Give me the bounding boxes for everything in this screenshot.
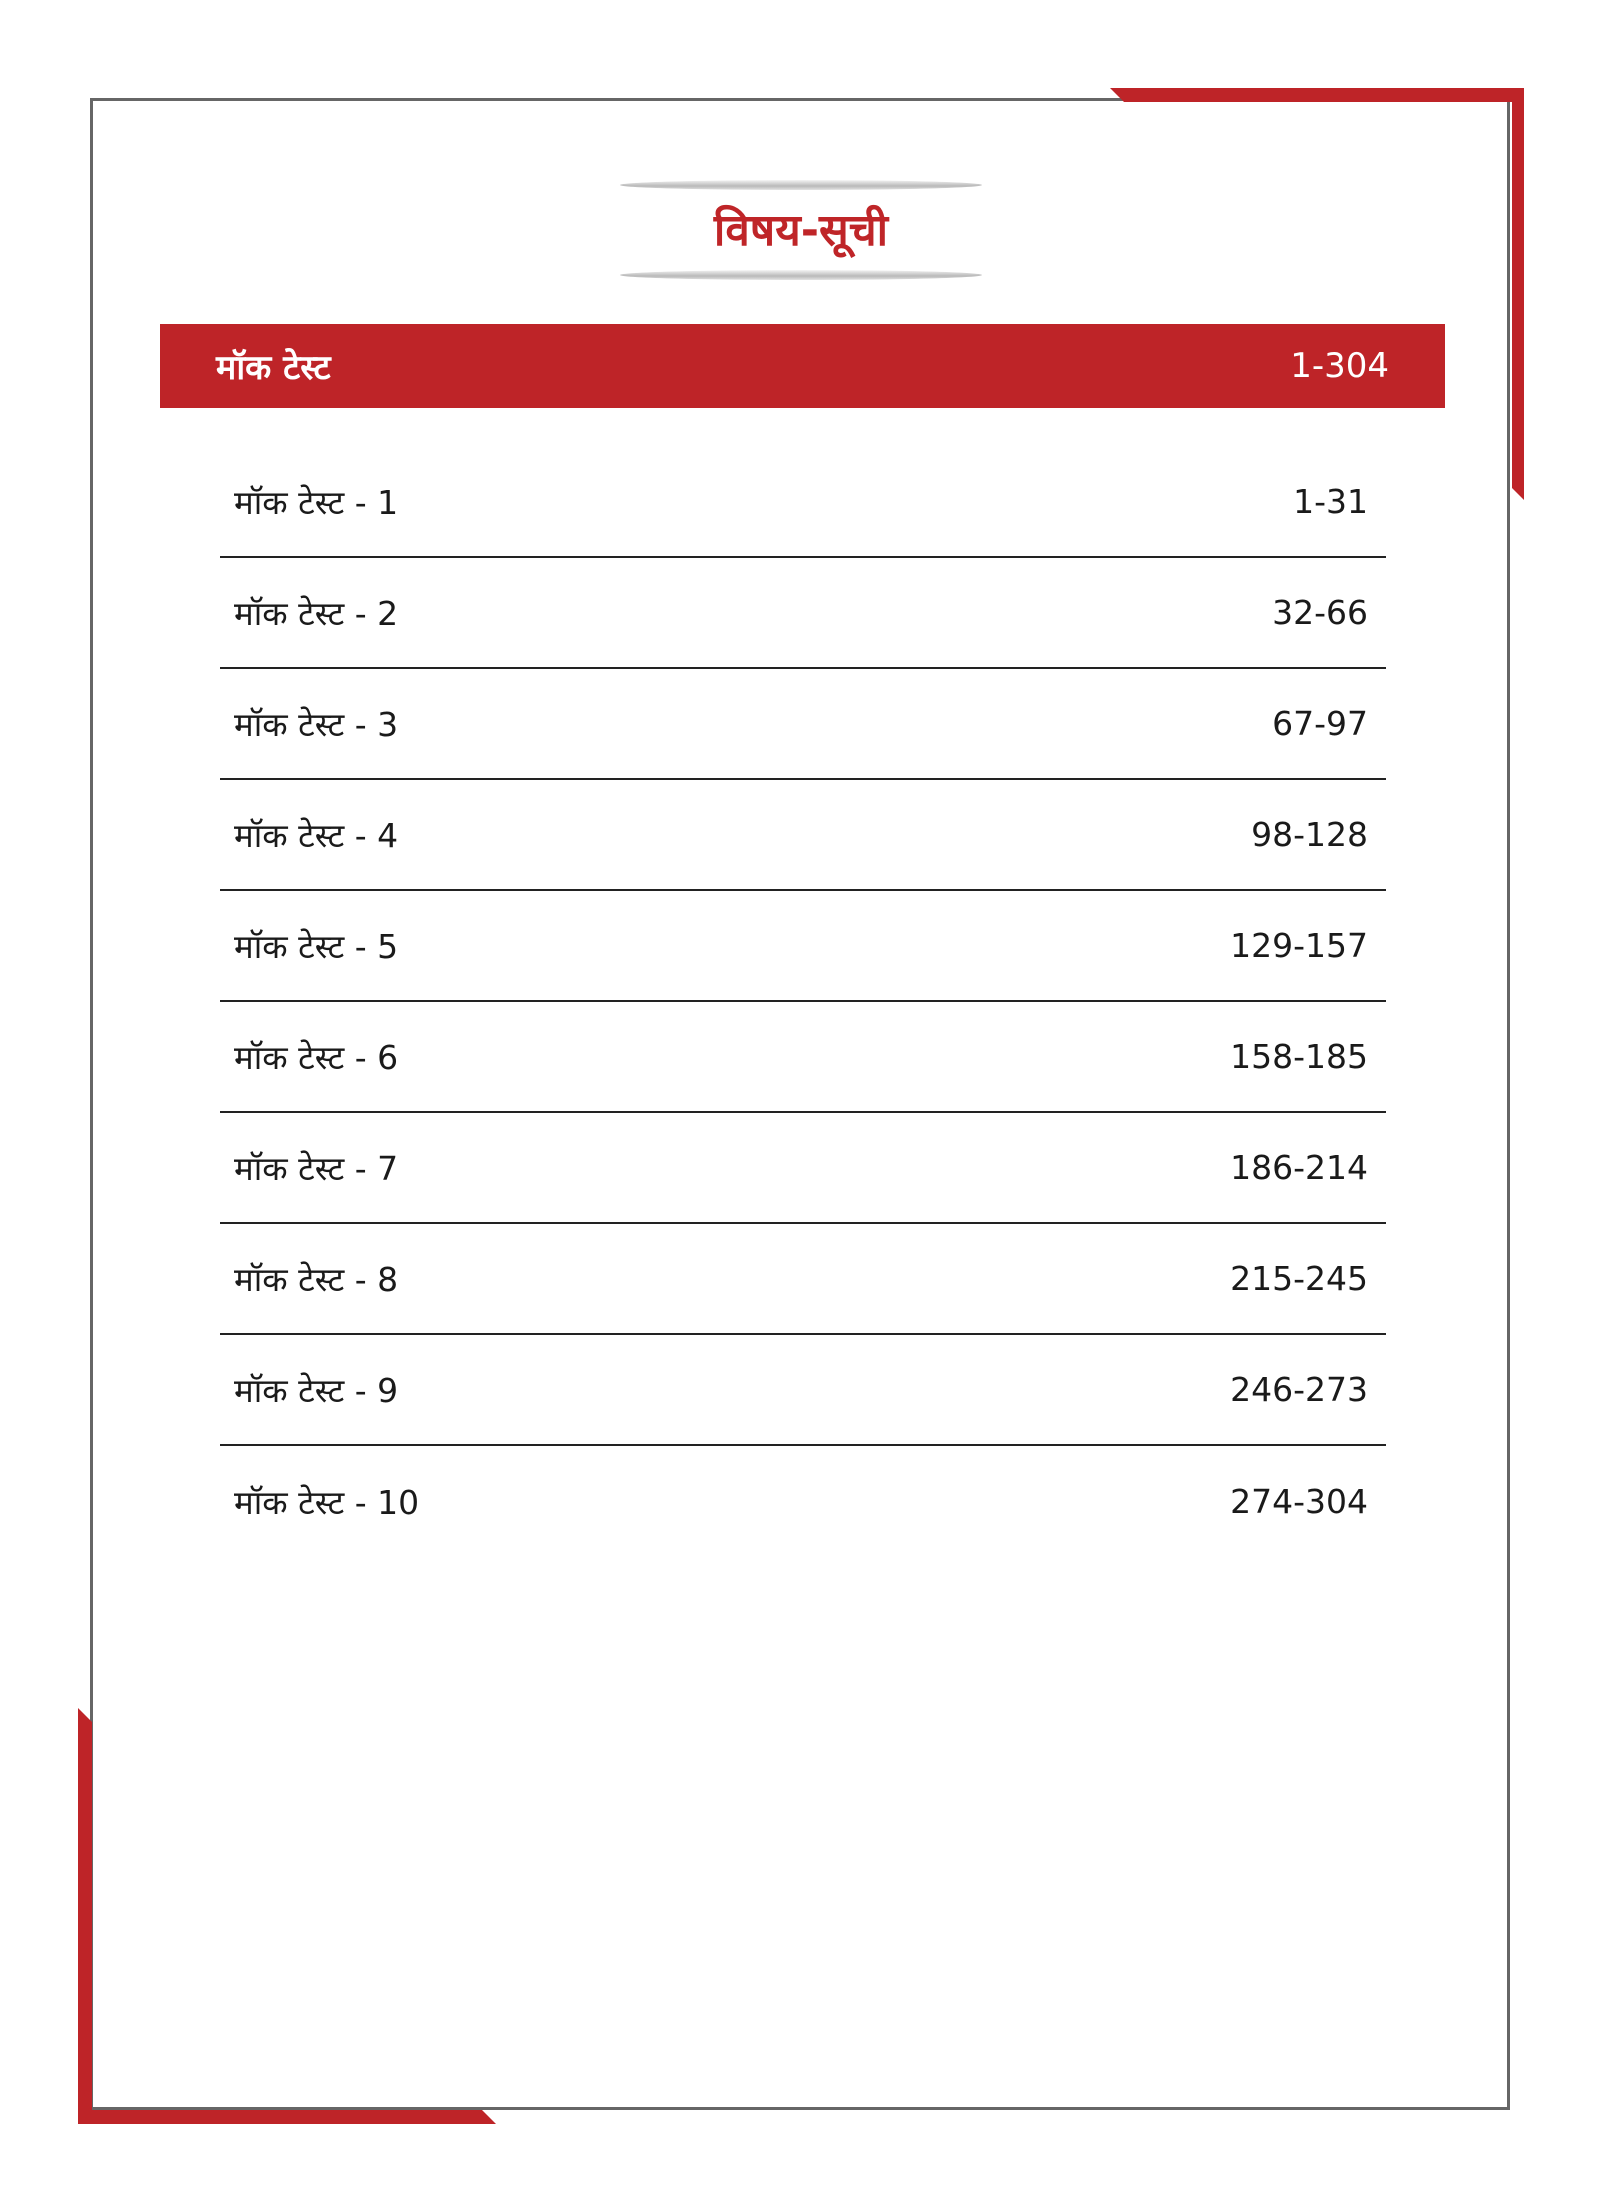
- corner-accent-top-right: [1110, 88, 1524, 500]
- section-title: मॉक टेस्ट: [216, 348, 331, 388]
- toc-entry-label: मॉक टेस्ट - 7: [234, 1149, 399, 1188]
- toc-entry-label: मॉक टेस्ट - 3: [234, 705, 399, 744]
- toc-entry-pages: 186-214: [1230, 1148, 1368, 1187]
- section-header: [160, 324, 1445, 408]
- toc-entry-pages: 1-31: [1293, 482, 1368, 521]
- toc-entry-pages: 32-66: [1272, 593, 1368, 632]
- toc-entry[interactable]: [220, 1335, 1386, 1446]
- toc-entry-pages: 67-97: [1272, 704, 1368, 743]
- toc-entry-label: मॉक टेस्ट - 4: [234, 816, 399, 855]
- toc-entry-label: मॉक टेस्ट - 2: [234, 594, 399, 633]
- toc-entry-label: मॉक टेस्ट - 1: [234, 483, 399, 522]
- toc-entry[interactable]: [220, 558, 1386, 669]
- toc-entry[interactable]: [220, 669, 1386, 780]
- toc-entry[interactable]: [220, 1224, 1386, 1335]
- toc-entry-label: मॉक टेस्ट - 6: [234, 1038, 399, 1077]
- toc-title-badge: [620, 176, 982, 286]
- title-decorative-line-bottom: [620, 270, 982, 280]
- toc-entry-pages: 98-128: [1251, 815, 1368, 854]
- toc-entry-pages: 274-304: [1230, 1482, 1368, 1521]
- toc-entry[interactable]: [220, 780, 1386, 891]
- toc-entry[interactable]: [220, 1002, 1386, 1113]
- toc-entry-label: मॉक टेस्ट - 10: [234, 1483, 420, 1522]
- title-decorative-line-top: [620, 180, 982, 190]
- toc-entry[interactable]: [220, 1113, 1386, 1224]
- toc-entry[interactable]: [220, 447, 1386, 558]
- corner-accent-bottom-left: [78, 1708, 496, 2124]
- section-page-range: 1-304: [1290, 346, 1389, 386]
- toc-entry-pages: 246-273: [1230, 1370, 1368, 1409]
- toc-entry-label: मॉक टेस्ट - 8: [234, 1260, 399, 1299]
- toc-entry-label: मॉक टेस्ट - 9: [234, 1371, 399, 1410]
- toc-list: [220, 447, 1386, 1557]
- toc-entry-pages: 158-185: [1230, 1037, 1368, 1076]
- toc-entry[interactable]: [220, 891, 1386, 1002]
- toc-entry-pages: 129-157: [1230, 926, 1368, 965]
- toc-entry-label: मॉक टेस्ट - 5: [234, 927, 399, 966]
- page-title: विषय-सूची: [713, 205, 889, 256]
- toc-entry-pages: 215-245: [1230, 1259, 1368, 1298]
- toc-entry[interactable]: [220, 1446, 1386, 1557]
